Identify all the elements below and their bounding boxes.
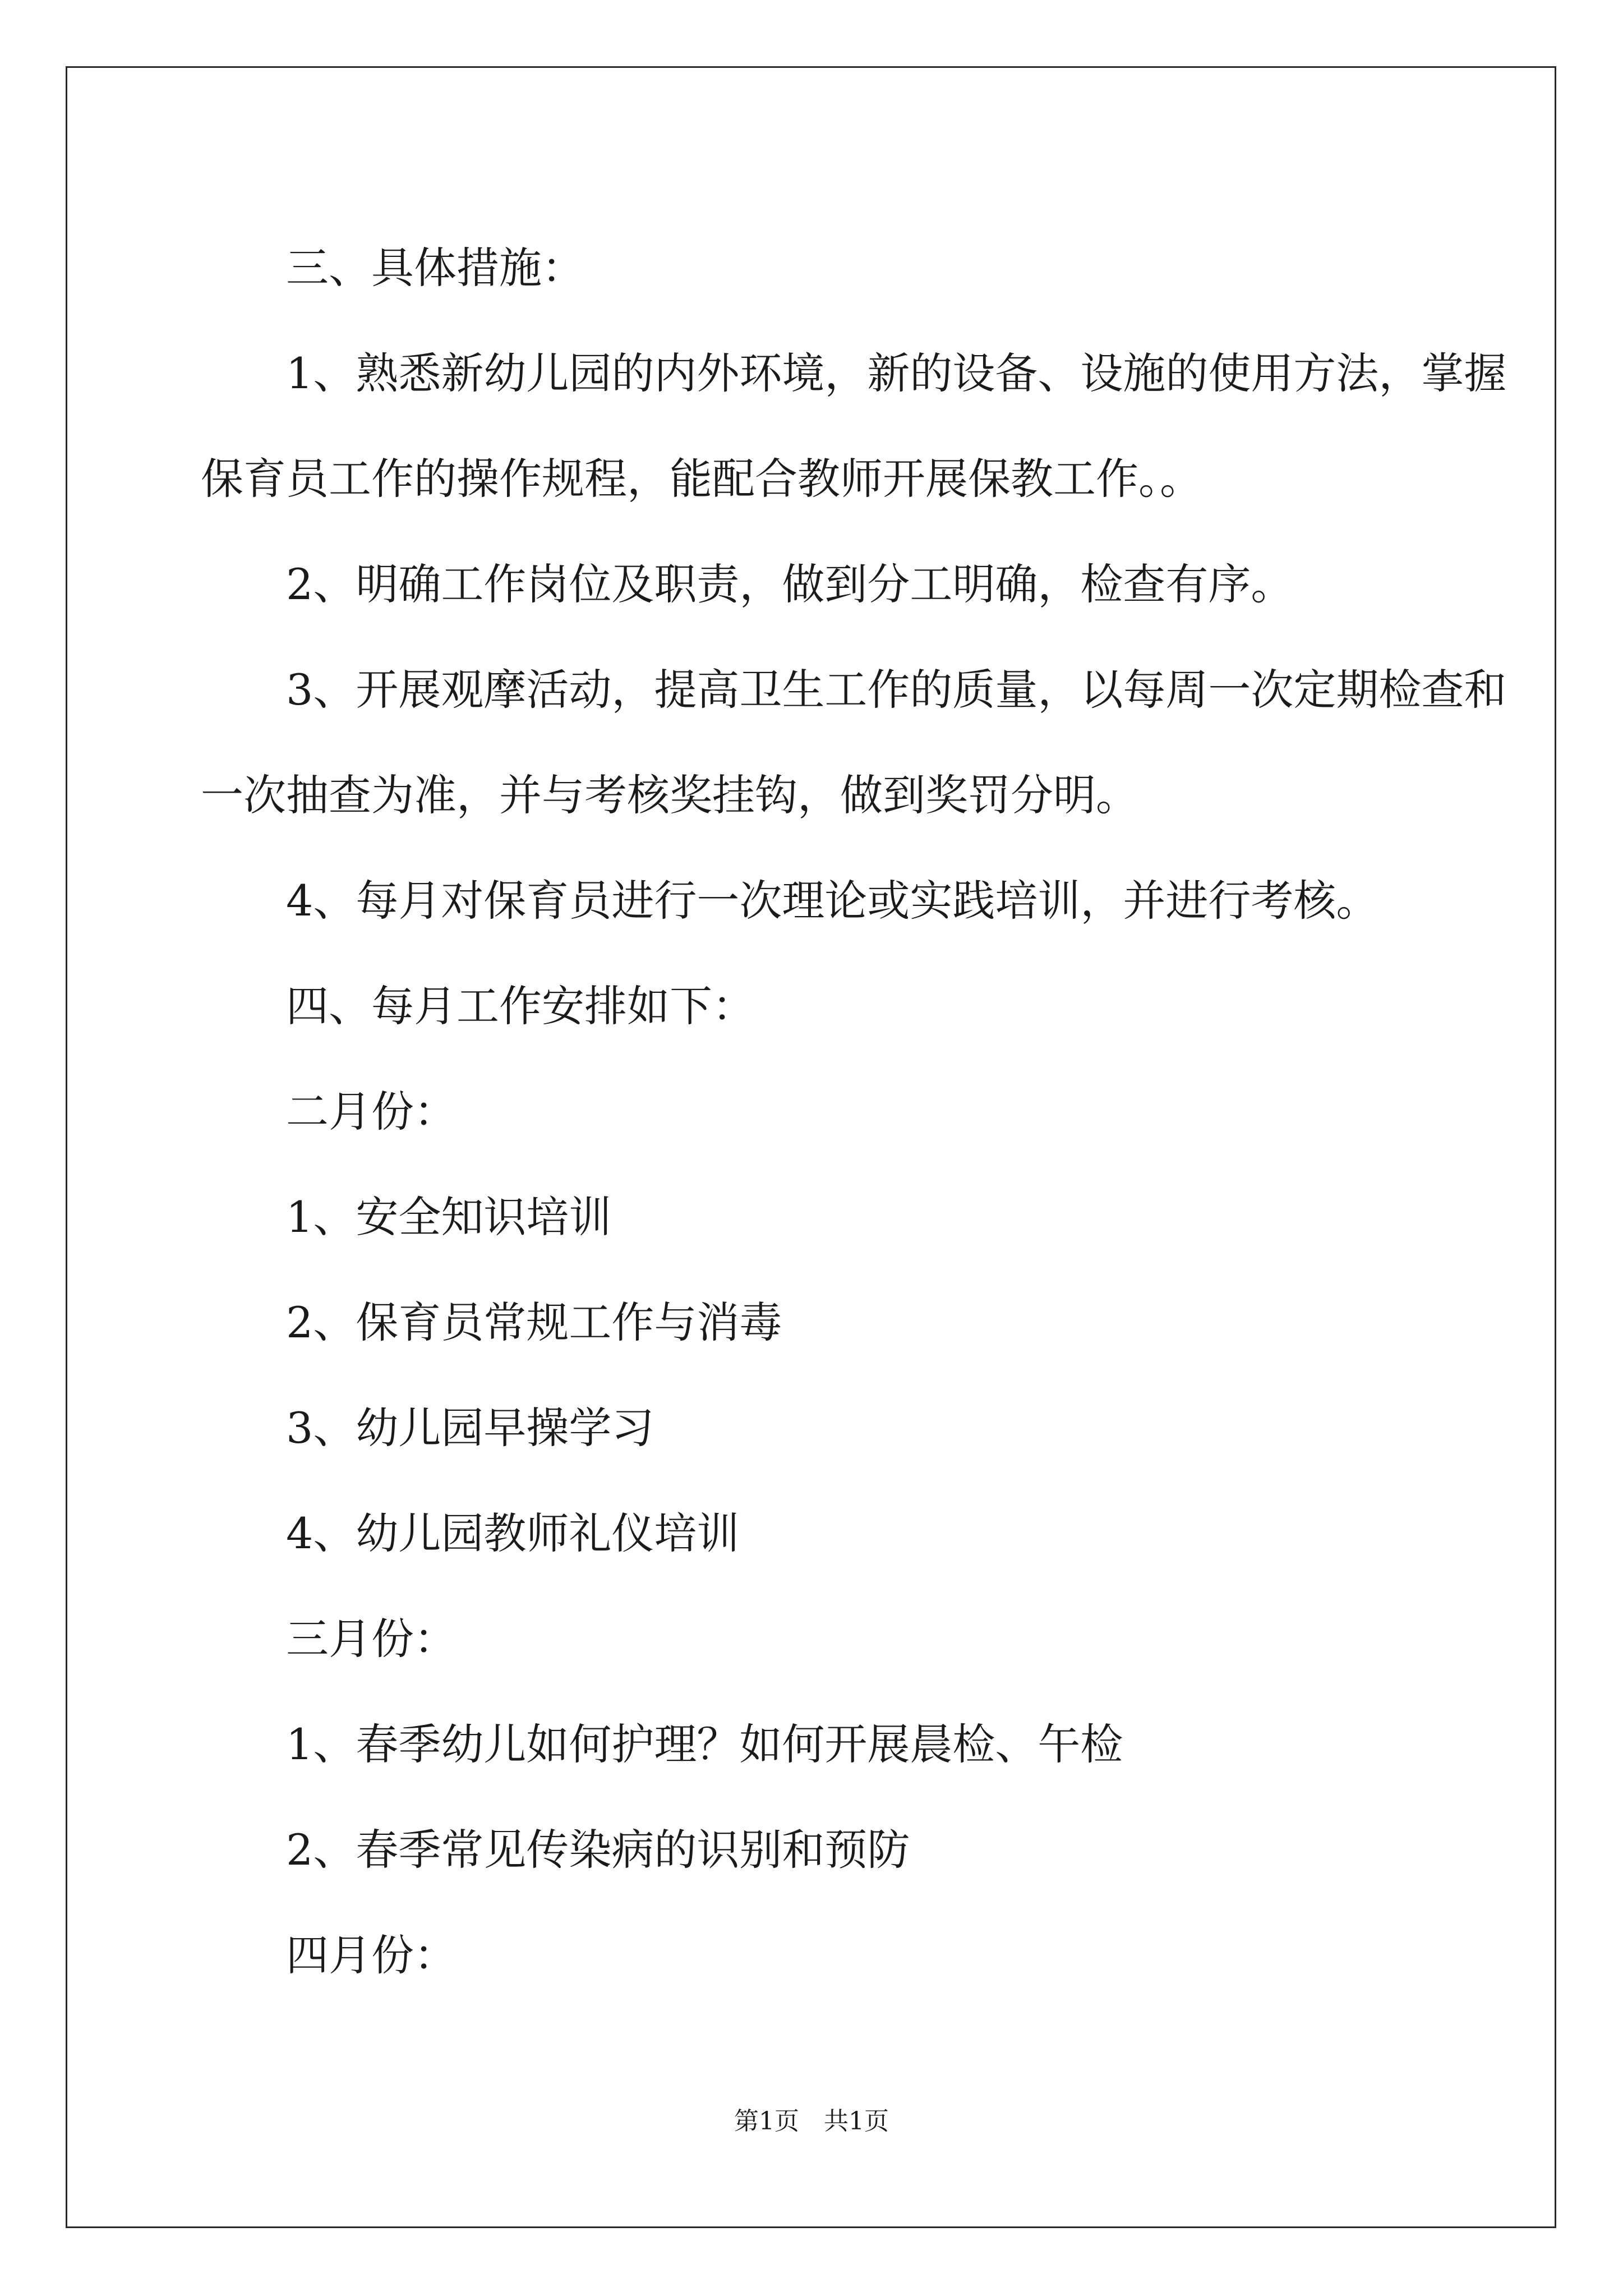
month-heading-march: 三月份： xyxy=(286,1614,457,1664)
page-number-footer: 第1页 共1页 xyxy=(734,2107,889,2136)
paragraph-line: 3、开展观摩活动，提高卫生工作的质量，以每周一次定期检查和 xyxy=(286,665,1507,715)
list-item: 4、幼儿园教师礼仪培训 xyxy=(286,1508,740,1558)
document-body xyxy=(201,215,1507,2008)
list-item: 2、春季常见传染病的识别和预防 xyxy=(286,1825,910,1875)
list-item: 1、春季幼儿如何护理？如何开展晨检、午检 xyxy=(286,1719,1123,1769)
section-heading-measures: 三、具体措施： xyxy=(286,243,584,293)
list-item: 2、保育员常规工作与消毒 xyxy=(286,1297,782,1347)
paragraph-line: 1、熟悉新幼儿园的内外环境，新的设备、设施的使用方法，掌握 xyxy=(286,348,1507,398)
section-heading-monthly-plan: 四、每月工作安排如下： xyxy=(286,981,755,1031)
paragraph-line: 4、每月对保育员进行一次理论或实践培训，并进行考核。 xyxy=(286,876,1379,926)
month-heading-february: 二月份： xyxy=(286,1087,457,1137)
paragraph-line: 2、明确工作岗位及职责，做到分工明确，检查有序。 xyxy=(286,559,1294,609)
month-heading-april: 四月份： xyxy=(286,1930,457,1980)
list-item: 3、幼儿园早操学习 xyxy=(286,1403,654,1453)
list-item: 1、安全知识培训 xyxy=(286,1192,612,1242)
paragraph-line: 一次抽查为准，并与考核奖挂钩，做到奖罚分明。 xyxy=(201,770,1138,820)
paragraph-line: 保育员工作的操作规程，能配合教师开展保教工作。。 xyxy=(201,454,1202,504)
